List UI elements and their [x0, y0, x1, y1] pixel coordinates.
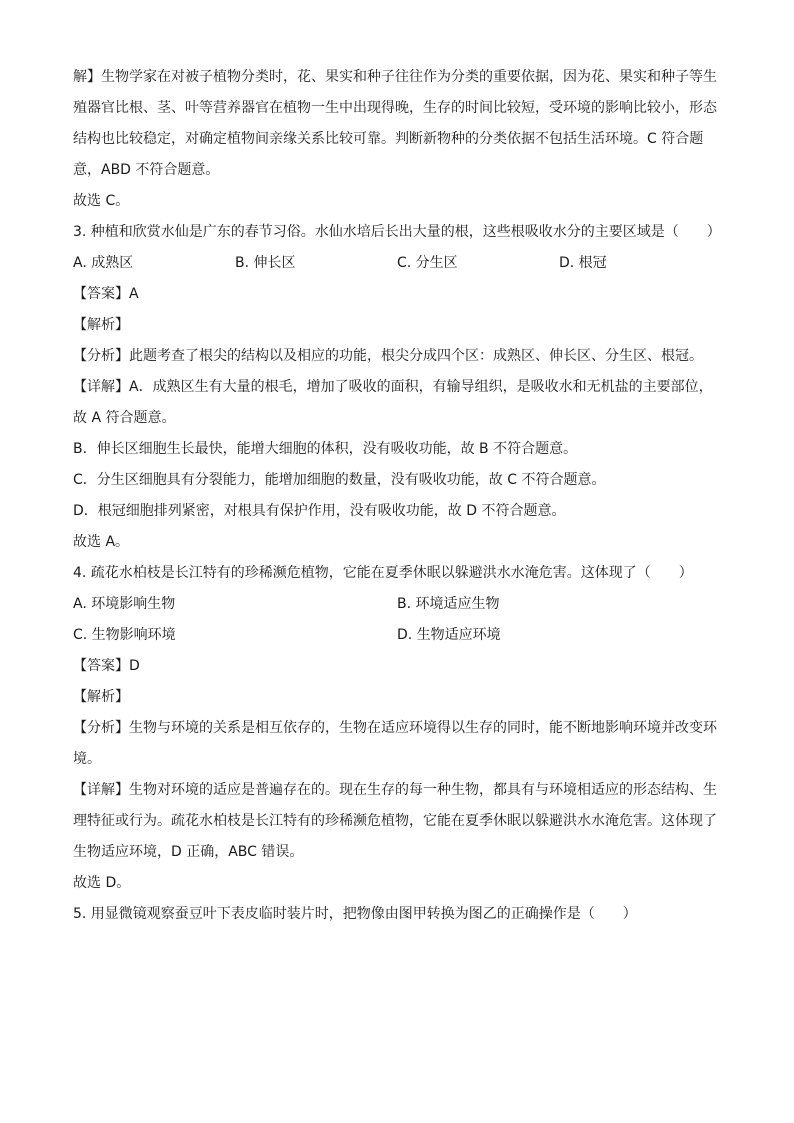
- option-a: A. 环境影响生物: [73, 596, 176, 612]
- question-4-options-row-1: [73, 589, 725, 620]
- question-3-options: [73, 248, 725, 279]
- text-line: B．伸长区细胞生长最快，能增大细胞的体积，没有吸收功能，故 B 不符合题意。: [73, 441, 578, 457]
- document-page: [73, 62, 725, 930]
- answer-label: 【答案】D: [73, 658, 140, 674]
- analysis-label: 【解析】: [73, 689, 129, 705]
- option-c: C. 生物影响环境: [73, 627, 176, 643]
- text-line: 故选 A。: [73, 534, 130, 550]
- text-line: 【详解】生物对环境的适应是普遍存在的。现在生存的每一种生物，都具有与环境相适应的形态结构、生: [73, 782, 717, 798]
- option-d: D. 根冠: [559, 255, 607, 271]
- text-line: 【分析】生物与环境的关系是相互依存的，生物在适应环境得以生存的同时，能不断地影响环境并改变环: [73, 720, 717, 736]
- analysis-label: 【解析】: [73, 317, 129, 333]
- text-line: 生物适应环境，D 正确，ABC 错误。: [73, 844, 304, 860]
- question-4-stem: 4. 疏花水柏枝是长江特有的珍稀濒危植物，它能在夏季休眠以躲避洪水水淹危害。这体现了（ ）: [73, 565, 693, 581]
- text-line: 境。: [73, 751, 101, 767]
- text-line: 故选 D。: [73, 875, 131, 891]
- text-line: D．根冠细胞排列紧密，对根具有保护作用，没有吸收功能，故 D 不符合题意。: [73, 503, 566, 519]
- option-a: A. 成熟区: [73, 255, 134, 271]
- text-line: 故选 C。: [73, 193, 130, 209]
- option-d: D. 生物适应环境: [397, 627, 501, 643]
- question-5-stem: 5. 用显微镜观察蚕豆叶下表皮临时装片时，把物像由图甲转换为图乙的正确操作是（ ）: [73, 906, 637, 922]
- text-line: 解】生物学家在对被子植物分类时，花、果实和种子往往作为分类的重要依据，因为花、果实和种子等生: [73, 69, 717, 85]
- option-c: C. 分生区: [397, 255, 458, 271]
- text-line: 理特征或行为。疏花水柏枝是长江特有的珍稀濒危植物，它能在夏季休眠以躲避洪水水淹危害。这体现了: [73, 813, 717, 829]
- text-line: 【详解】A．成熟区生有大量的根毛，增加了吸收的面积，有输导组织，是吸收水和无机盐的主要部位，: [73, 379, 713, 395]
- text-line: 殖器官比根、茎、叶等营养器官在植物一生中出现得晚，生存的时间比较短，受环境的影响比较小，形态: [73, 100, 717, 116]
- question-3-stem: 3. 种植和欣赏水仙是广东的春节习俗。水仙水培后长出大量的根，这些根吸收水分的主要区域是（ ）: [73, 224, 721, 240]
- question-4-options-row-2: [73, 620, 725, 651]
- option-b: B. 环境适应生物: [397, 596, 500, 612]
- answer-label: 【答案】A: [73, 286, 139, 302]
- text-line: C．分生区细胞具有分裂能力，能增加细胞的数量，没有吸收功能，故 C 不符合题意。: [73, 472, 606, 488]
- option-b: B. 伸长区: [235, 255, 296, 271]
- text-line: 【分析】此题考查了根尖的结构以及相应的功能，根尖分成四个区：成熟区、伸长区、分生区、根冠。: [73, 348, 703, 364]
- text-line: 故 A 符合题意。: [73, 410, 176, 426]
- text-line: 意，ABD 不符合题意。: [73, 162, 220, 178]
- text-line: 结构也比较稳定，对确定植物间亲缘关系比较可靠。判断新物种的分类依据不包括生活环境。C 符合题: [73, 131, 704, 147]
